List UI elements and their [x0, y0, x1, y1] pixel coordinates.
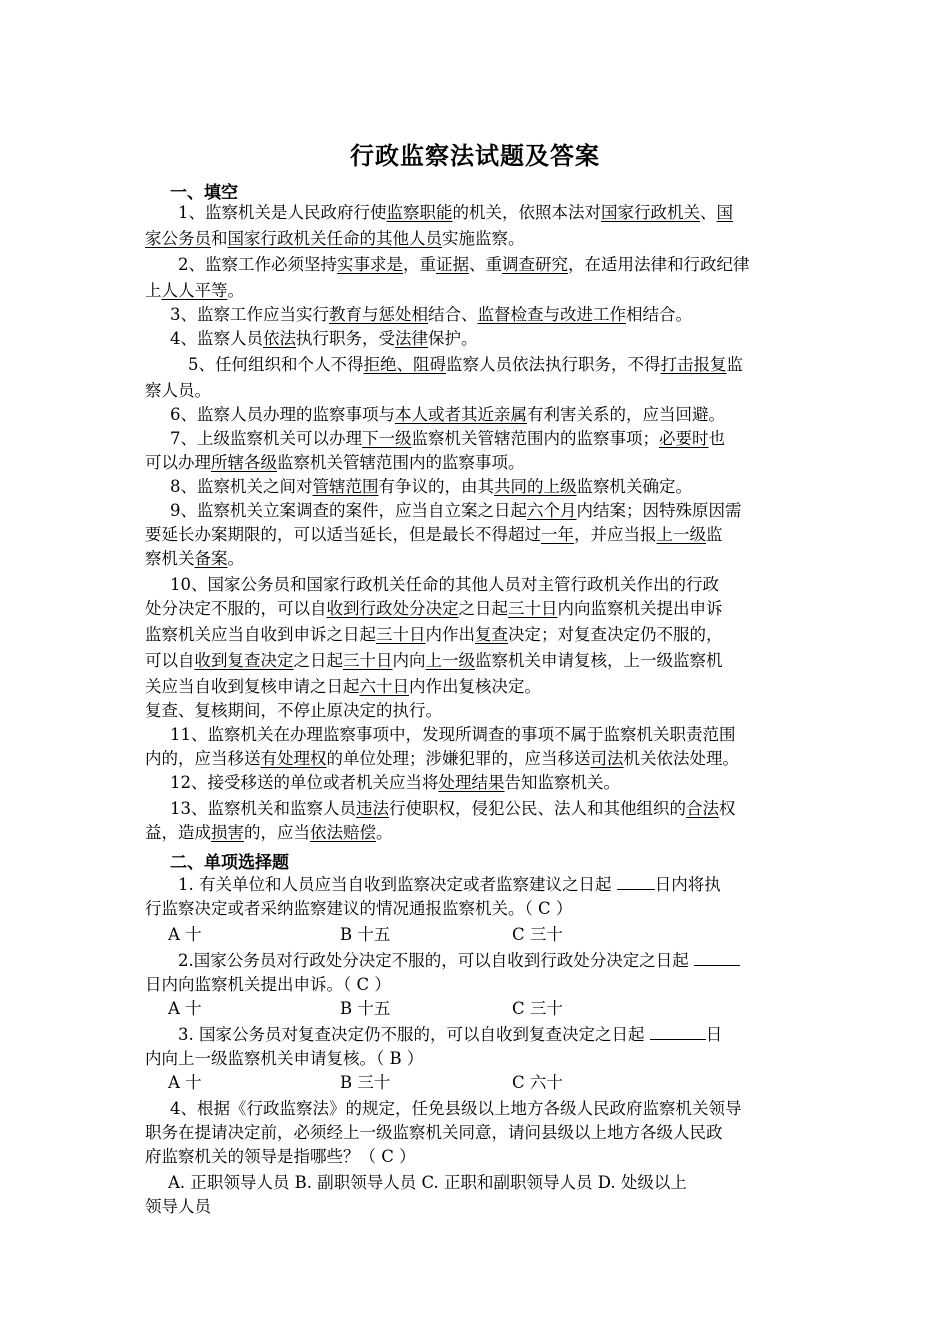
line-text: 日 [705, 1025, 723, 1044]
answer-blank [617, 875, 655, 890]
line-text: 监察机关申请复核，上一级监察机 [475, 651, 723, 670]
line-text: 。 [227, 281, 244, 300]
line-text: 。 [227, 549, 244, 568]
line-text: B 十五 [340, 925, 391, 944]
text-line [170, 574, 719, 596]
text-line [512, 998, 563, 1020]
line-text: 12、接受移送的单位或者机关应当将 [170, 773, 439, 792]
line-text: 察机关 [145, 549, 195, 568]
text-line [145, 624, 723, 646]
line-text: 复查、复核期间，不停止原决定的执行。 [145, 701, 442, 720]
answer-text: 备案 [194, 549, 228, 568]
line-text: 监察机关确定。 [576, 477, 692, 496]
text-line [178, 1024, 722, 1046]
answer-text: 教育与惩处相 [329, 305, 428, 324]
text-line [145, 1146, 416, 1168]
answer-text: 国 [716, 203, 733, 222]
line-text: 结合、 [428, 305, 478, 324]
line-text: 处分决定不服的，可以自 [145, 599, 327, 618]
text-line [170, 772, 620, 794]
line-text: 内结案；因特殊原因需 [576, 501, 742, 520]
line-text: A 十 [168, 1073, 202, 1092]
answer-text: 依法 [263, 329, 296, 348]
line-text: 7、上级监察机关可以办理 [170, 429, 362, 448]
answer-text: 三十日 [343, 651, 393, 670]
line-text: 监察机关管辖范围内的监察事项； [411, 429, 659, 448]
line-text: 领导人员 [145, 1197, 211, 1216]
line-text: 的机关，依照本法对 [452, 203, 601, 222]
line-text: 上 [145, 281, 162, 300]
line-text: 相结合。 [626, 305, 692, 324]
answer-text: 六十日 [359, 677, 409, 696]
text-line [178, 874, 721, 896]
text-line [145, 1048, 423, 1070]
line-text: 权 [719, 799, 736, 818]
line-text: 之日起 [458, 599, 508, 618]
answer-text: 上一级 [656, 525, 706, 544]
line-text: 可以办理 [145, 453, 211, 472]
line-text: B 十五 [340, 999, 391, 1018]
text-line [145, 700, 442, 722]
text-line [170, 500, 742, 522]
line-text: 。 [376, 823, 393, 842]
answer-text: 国家行政机关任命的其他人员 [227, 229, 442, 248]
text-line [168, 1072, 202, 1094]
text-line [170, 724, 736, 746]
text-line [145, 1122, 723, 1144]
line-text: A 十 [168, 999, 202, 1018]
document-title: 行政监察法试题及答案 [350, 141, 600, 170]
line-text: 4、监察人员 [170, 329, 263, 348]
line-text: 关应当自收到复核申请之日起 [145, 677, 360, 696]
answer-text: 损害 [211, 823, 244, 842]
answer-text: 上一级 [425, 651, 475, 670]
answer-text: 六个月 [527, 501, 577, 520]
line-text: 内向 [392, 651, 426, 670]
text-line [145, 748, 739, 770]
line-text: A 十 [168, 925, 202, 944]
answer-text: 一年 [541, 525, 574, 544]
text-line [145, 822, 393, 844]
line-text: 监 [706, 525, 723, 544]
line-text: 保护。 [428, 329, 478, 348]
line-text: 10、国家公务员和国家行政机关任命的其他人员对主管行政机关作出的行政 [170, 575, 719, 594]
answer-text: 必要时 [659, 429, 709, 448]
line-text: 和 [211, 229, 228, 248]
line-text: 13、监察机关和监察人员 [170, 799, 356, 818]
section-heading-choice: 二、单项选择题 [170, 853, 289, 873]
line-text: 日内向监察机关提出申诉。（ C ） [145, 975, 391, 994]
answer-text: 依法赔偿 [310, 823, 376, 842]
answer-text: 三十日 [508, 599, 558, 618]
text-line [145, 650, 723, 672]
text-line [145, 548, 244, 570]
answer-text: 打击报复 [660, 355, 727, 374]
text-line [145, 280, 244, 302]
line-text: 有争议的，由其 [378, 477, 494, 496]
line-text: ，并应当报 [574, 525, 657, 544]
answer-blank [694, 951, 740, 966]
answer-text: 管辖范围 [312, 477, 379, 496]
line-text: 、 [700, 203, 717, 222]
line-text: 3、监察工作应当实行 [170, 305, 329, 324]
line-text: 日内将执 [654, 875, 721, 894]
text-line [340, 998, 390, 1020]
line-text: 1. 有关单位和人员应当自收到监察决定或者监察建议之日起 [178, 875, 617, 894]
answer-text: 违法 [356, 799, 389, 818]
answer-text: 证据 [436, 255, 469, 274]
line-text: 内向上一级监察机关申请复核。（ B ） [145, 1049, 424, 1068]
line-text: A. 正职领导人员 B. 副职领导人员 C. 正职和副职领导人员 D. 处级以上 [168, 1173, 687, 1192]
text-line [145, 524, 723, 546]
text-line [178, 950, 740, 972]
text-line [170, 1098, 742, 1120]
answer-text: 所辖各级 [211, 453, 277, 472]
answer-text: 本人或者其近亲属 [395, 405, 527, 424]
line-text: 4、根据《行政监察法》的规定，任免县级以上地方各级人民政府监察机关领导 [170, 1099, 742, 1118]
text-line [178, 202, 733, 224]
text-line [145, 452, 525, 474]
line-text: 执行职务，受 [296, 329, 395, 348]
text-line [168, 924, 202, 946]
answer-text: 三十日 [376, 625, 426, 644]
answer-text: 收到行政处分决定 [326, 599, 459, 618]
line-text: 也 [708, 429, 725, 448]
text-line [170, 798, 736, 820]
text-line [188, 354, 743, 376]
line-text: 实施监察。 [442, 229, 525, 248]
answer-text: 共同的上级 [494, 477, 577, 496]
line-text: C 六十 [512, 1073, 563, 1092]
text-line [340, 1072, 390, 1094]
text-line [178, 254, 750, 276]
answer-text: 监察职能 [386, 203, 453, 222]
line-text: 府监察机关的领导是指哪些？（ C ） [145, 1147, 416, 1166]
text-line [145, 898, 572, 920]
line-text: 内的，应当移送 [145, 749, 261, 768]
text-line [145, 228, 525, 250]
line-text: 行监察决定或者采纳监察建议的情况通报监察机关。（ C ） [145, 899, 573, 918]
answer-text: 下一级 [362, 429, 412, 448]
text-line [170, 476, 692, 498]
text-line [145, 380, 211, 402]
line-text: 内作出 [425, 625, 475, 644]
answer-blank [650, 1025, 706, 1040]
text-line [145, 598, 723, 620]
answer-text: 法律 [395, 329, 428, 348]
answer-text: 调查研究 [502, 255, 568, 274]
answer-text: 收到复查决定 [194, 651, 294, 670]
answer-text: 实事求是 [337, 255, 403, 274]
line-text: ，在适用法律和行政纪律 [568, 255, 750, 274]
line-text: 告知监察机关。 [504, 773, 620, 792]
line-text: B 三十 [340, 1073, 391, 1092]
line-text: 可以自 [145, 651, 195, 670]
line-text: 8、监察机关之间对 [170, 477, 313, 496]
line-text: C 三十 [512, 999, 563, 1018]
text-line [145, 1196, 211, 1218]
line-text: 3. 国家公务员对复查决定仍不服的，可以自收到复查决定之日起 [178, 1025, 650, 1044]
line-text: 行使职权，侵犯公民、法人和其他组织的 [389, 799, 686, 818]
answer-text: 国家行政机关 [601, 203, 700, 222]
line-text: 要延长办案期限的，可以适当延长，但是最长不得超过 [145, 525, 541, 544]
line-text: ，重 [403, 255, 436, 274]
line-text: 9、监察机关立案调查的案件，应当自立案之日起 [170, 501, 527, 520]
line-text: 决定；对复查决定仍不服的， [508, 625, 723, 644]
line-text: 监察人员依法执行职务，不得 [446, 355, 661, 374]
line-text: 6、监察人员办理的监察事项与 [170, 405, 395, 424]
line-text: 监察机关应当自收到申诉之日起 [145, 625, 376, 644]
line-text: 2.国家公务员对行政处分决定不服的，可以自收到行政处分决定之日起 [178, 951, 694, 970]
line-text: 5、任何组织和个人不得 [188, 355, 364, 374]
line-text: 内向监察机关提出申诉 [557, 599, 723, 618]
line-text: 2、监察工作必须坚持 [178, 255, 337, 274]
text-line [145, 974, 391, 996]
line-text: 之日起 [293, 651, 343, 670]
line-text: 的单位处理；涉嫌犯罪的，应当移送 [326, 749, 591, 768]
text-line [170, 428, 725, 450]
answer-text: 拒绝、阻碍 [363, 355, 446, 374]
answer-text: 人人平等 [161, 281, 228, 300]
answer-text: 家公务员 [145, 229, 211, 248]
line-text: 职务在提请决定前，必须经上一级监察机关同意，请问县级以上地方各级人民政 [145, 1123, 723, 1142]
line-text: 、重 [469, 255, 502, 274]
line-text: 机关依法处理。 [623, 749, 739, 768]
text-line [170, 404, 725, 426]
line-text: 益，造成 [145, 823, 211, 842]
line-text: 11、监察机关在办理监察事项中，发现所调查的事项不属于监察机关职责范围 [170, 725, 736, 744]
answer-text: 合法 [686, 799, 719, 818]
answer-text: 复查 [475, 625, 508, 644]
line-text: 监 [726, 355, 743, 374]
line-text: 有利害关系的，应当回避。 [527, 405, 725, 424]
answer-text: 处理结果 [438, 773, 505, 792]
line-text: 内作出复核决定。 [409, 677, 541, 696]
text-line [512, 924, 563, 946]
line-text: 察人员。 [145, 381, 211, 400]
section-heading-fill: 一、填空 [170, 183, 238, 203]
text-line [168, 1172, 687, 1194]
answer-text: 司法 [590, 749, 624, 768]
text-line [170, 304, 692, 326]
line-text: 的，应当 [244, 823, 310, 842]
line-text: 监察机关管辖范围内的监察事项。 [277, 453, 525, 472]
answer-text: 监督检查与改进工作 [477, 305, 626, 324]
text-line [512, 1072, 563, 1094]
text-line [170, 328, 478, 350]
text-line [145, 676, 541, 698]
text-line [168, 998, 202, 1020]
line-text: 1、监察机关是人民政府行使 [178, 203, 387, 222]
text-line [340, 924, 390, 946]
answer-text: 有处理权 [260, 749, 327, 768]
line-text: C 三十 [512, 925, 563, 944]
